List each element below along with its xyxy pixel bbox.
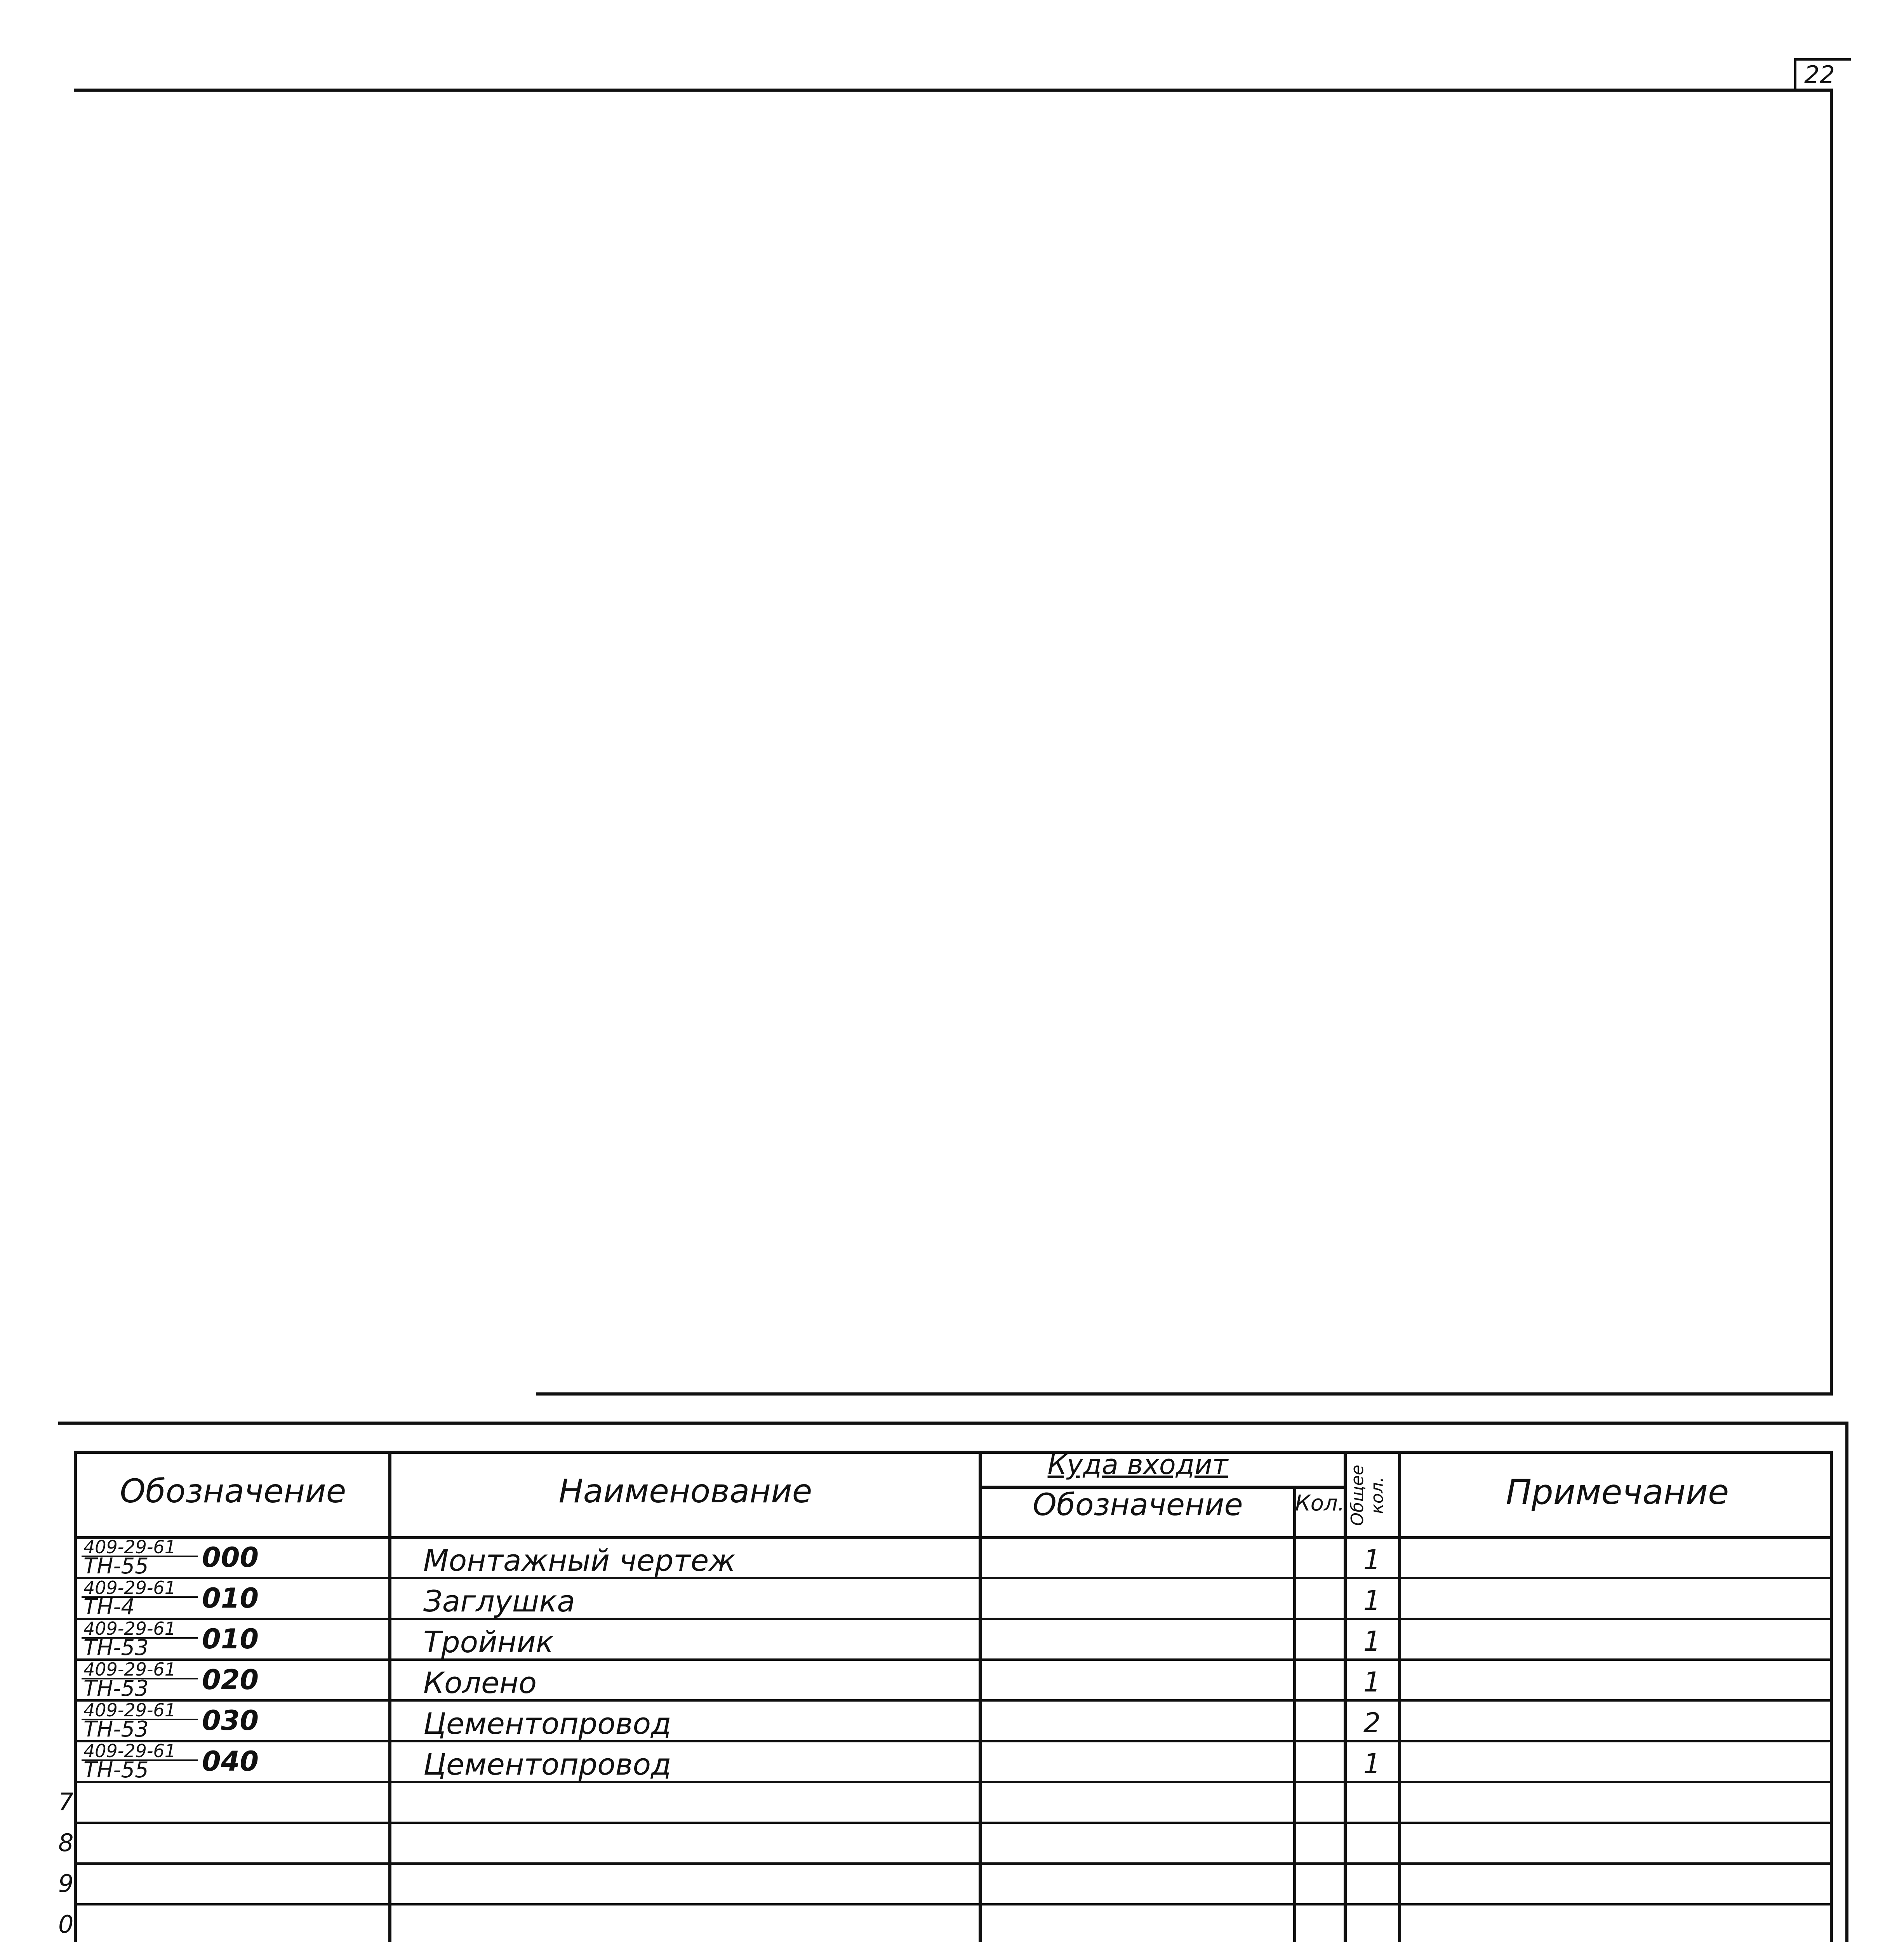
table-outer-right xyxy=(1845,1422,1848,1942)
row-code-sub: ТН-53 xyxy=(83,1717,149,1742)
col-sep-whereused-qty xyxy=(1293,1486,1296,1942)
row-code-num: 010 xyxy=(202,1623,259,1655)
table-row-line xyxy=(74,1822,1833,1824)
header-bottom-line xyxy=(74,1536,1833,1539)
header-designation: Обозначение xyxy=(120,1472,346,1510)
row-name: Монтажный чертеж xyxy=(423,1543,736,1578)
row-name: Цементопровод xyxy=(423,1747,671,1782)
row-name: Цементопровод xyxy=(423,1706,671,1741)
spec-table xyxy=(74,1451,1833,1942)
header-name: Наименование xyxy=(558,1472,812,1510)
row-total-qty: 2 xyxy=(1363,1707,1381,1739)
row-code-top: 409-29-61 xyxy=(83,1740,176,1761)
row-total-qty: 1 xyxy=(1363,1544,1381,1576)
row-margin-number: 9 xyxy=(58,1869,74,1898)
row-code-num: 000 xyxy=(202,1542,259,1573)
row-code-num: 010 xyxy=(202,1582,259,1614)
table-outer-top xyxy=(58,1422,1848,1425)
row-code-num: 030 xyxy=(202,1705,259,1737)
header-where-used: Куда входит xyxy=(1047,1449,1228,1481)
row-margin-number: 7 xyxy=(58,1788,74,1816)
col-sep-name xyxy=(979,1451,982,1942)
table-row-line xyxy=(74,1699,1833,1702)
page-number: 22 xyxy=(1804,61,1835,89)
table-row-line xyxy=(74,1618,1833,1620)
table-row-line xyxy=(74,1862,1833,1865)
header-where-used-qty: Кол. xyxy=(1295,1491,1345,1516)
upper-bottom-line xyxy=(536,1392,1833,1396)
row-code-sub: ТН-53 xyxy=(83,1676,149,1701)
row-total-qty: 1 xyxy=(1363,1625,1381,1657)
top-frame-line xyxy=(74,89,1833,92)
col-sep-designation xyxy=(388,1451,391,1942)
row-code-num: 040 xyxy=(202,1745,259,1777)
row-code-sub: ТН-53 xyxy=(83,1635,149,1660)
row-margin-number: 8 xyxy=(58,1829,74,1857)
row-code-top: 409-29-61 xyxy=(83,1618,176,1639)
row-total-qty: 1 xyxy=(1363,1666,1381,1698)
row-code-top: 409-29-61 xyxy=(83,1659,176,1680)
col-sep-note xyxy=(1398,1451,1401,1942)
col-sep-total xyxy=(1344,1451,1347,1942)
right-frame-line-upper xyxy=(1830,89,1833,1394)
table-row-line xyxy=(74,1740,1833,1742)
row-code-sub: ТН-55 xyxy=(83,1758,149,1783)
row-code-top: 409-29-61 xyxy=(83,1537,176,1557)
row-margin-number: 0 xyxy=(58,1910,74,1939)
row-total-qty: 1 xyxy=(1363,1585,1381,1617)
row-code-top: 409-29-61 xyxy=(83,1577,176,1598)
row-name: Колено xyxy=(423,1665,537,1700)
row-name: Тройник xyxy=(423,1625,554,1659)
row-code-num: 020 xyxy=(202,1664,259,1696)
row-code-top: 409-29-61 xyxy=(83,1700,176,1721)
page-number-box xyxy=(1794,58,1851,90)
table-row-line xyxy=(74,1577,1833,1579)
table-row-line xyxy=(74,1781,1833,1783)
header-total-qty: Общее кол. xyxy=(1348,1465,1387,1526)
header-note: Примечание xyxy=(1506,1472,1729,1512)
row-code-sub: ТН-4 xyxy=(83,1594,135,1620)
row-code-sub: ТН-55 xyxy=(83,1554,149,1579)
table-row-line xyxy=(74,1658,1833,1661)
row-total-qty: 1 xyxy=(1363,1748,1381,1780)
table-row-line xyxy=(74,1903,1833,1905)
header-where-used-designation: Обозначение xyxy=(1033,1488,1243,1523)
row-name: Заглушка xyxy=(423,1584,575,1618)
